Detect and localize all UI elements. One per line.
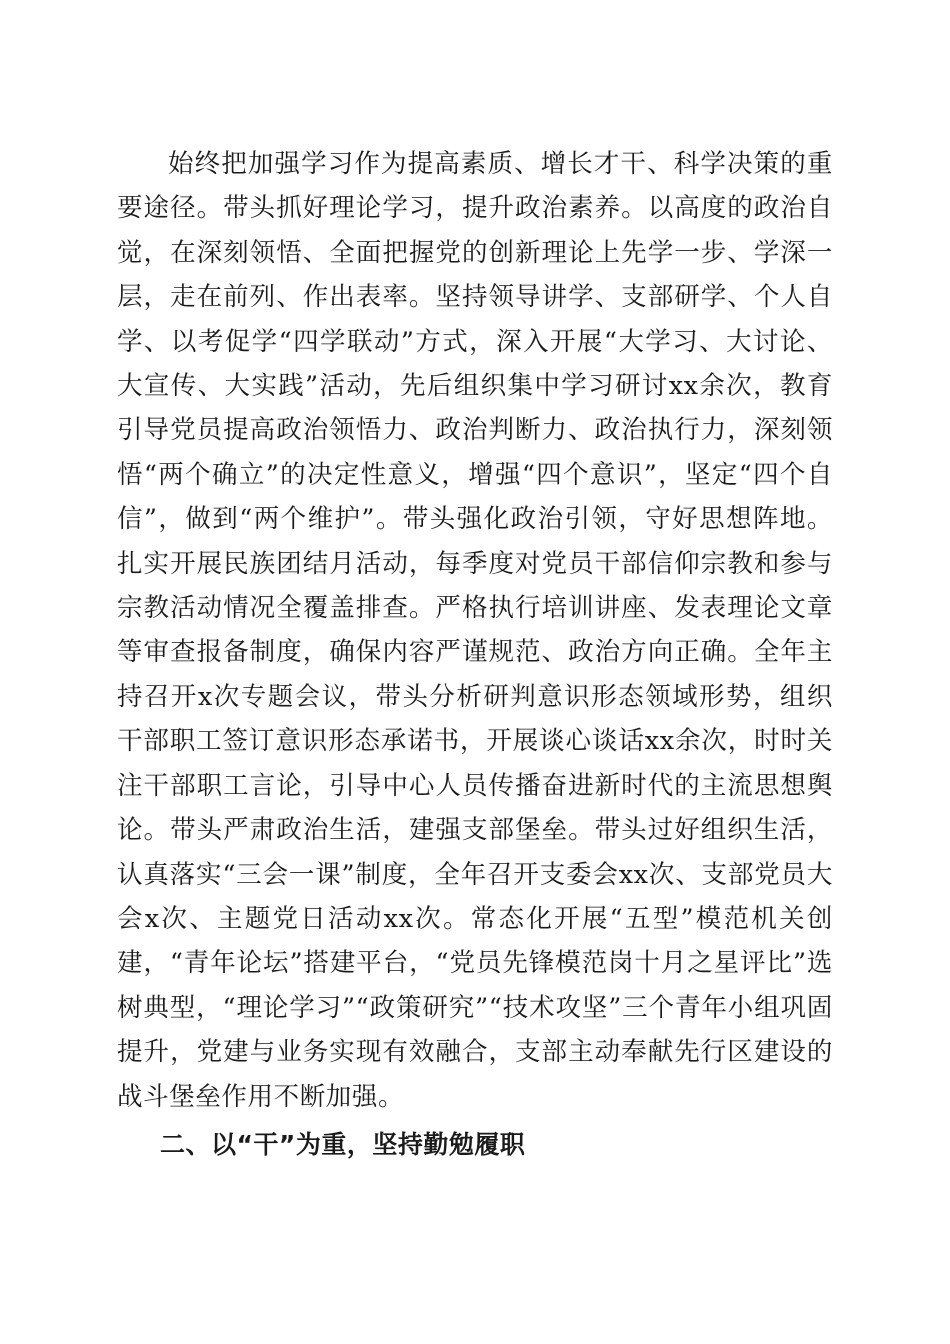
- section-heading: 二、以“干”为重，坚持勤勉履职: [160, 1130, 526, 1159]
- body-paragraph: 始终把加强学习作为提高素质、增长才干、科学决策的重要途径。带头抓好理论学习，提升政治素养。以高度的政治自觉，在深刻领悟、全面把握党的创新理论上先学一步、学深一层，走在前列、作出表率。坚持领导讲学、支部研学、个人自学、以考促学“四学联动”方式，深入开展“大学习、大讨论、大宣传、大实践”活动，先后组织集中学习研讨xx余次，教育引导党员提高政治领悟力、政治判断力、政治执行力，深刻领悟“两个确立”的决定性意义，增强“四个意识”，坚定“四个自信”，做到“两个维护”。带头强化政治引领，守好思想阵地。扎实开展民族团结月活动，每季度对党员干部信仰宗教和参与宗教活动情况全覆盖排查。严格执行培训讲座、发表理论文章等审查报备制度，确保内容严谨规范、政治方向正确。全年主持召开x次专题会议，带头分析研判意识形态领域形势，组织干部职工签订意识形态承诺书，开展谈心谈话xx余次，时时关注干部职工言论，引导中心人员传播奋进新时代的主流思想舆论。带头严肃政治生活，建强支部堡垒。带头过好组织生活，认真落实“三会一课”制度，全年召开支委会xx次、支部党员大会x次、主题党日活动xx次。常态化开展“五型”模范机关创建，“青年论坛”搭建平台，“党员先锋模范岗十月之星评比”选树典型，“理论学习”“政策研究”“技术攻坚”三个青年小组巩固提升，党建与业务实现有效融合，支部主动奉献先行区建设的战斗堡垒作用不断加强。: [117, 149, 833, 1112]
